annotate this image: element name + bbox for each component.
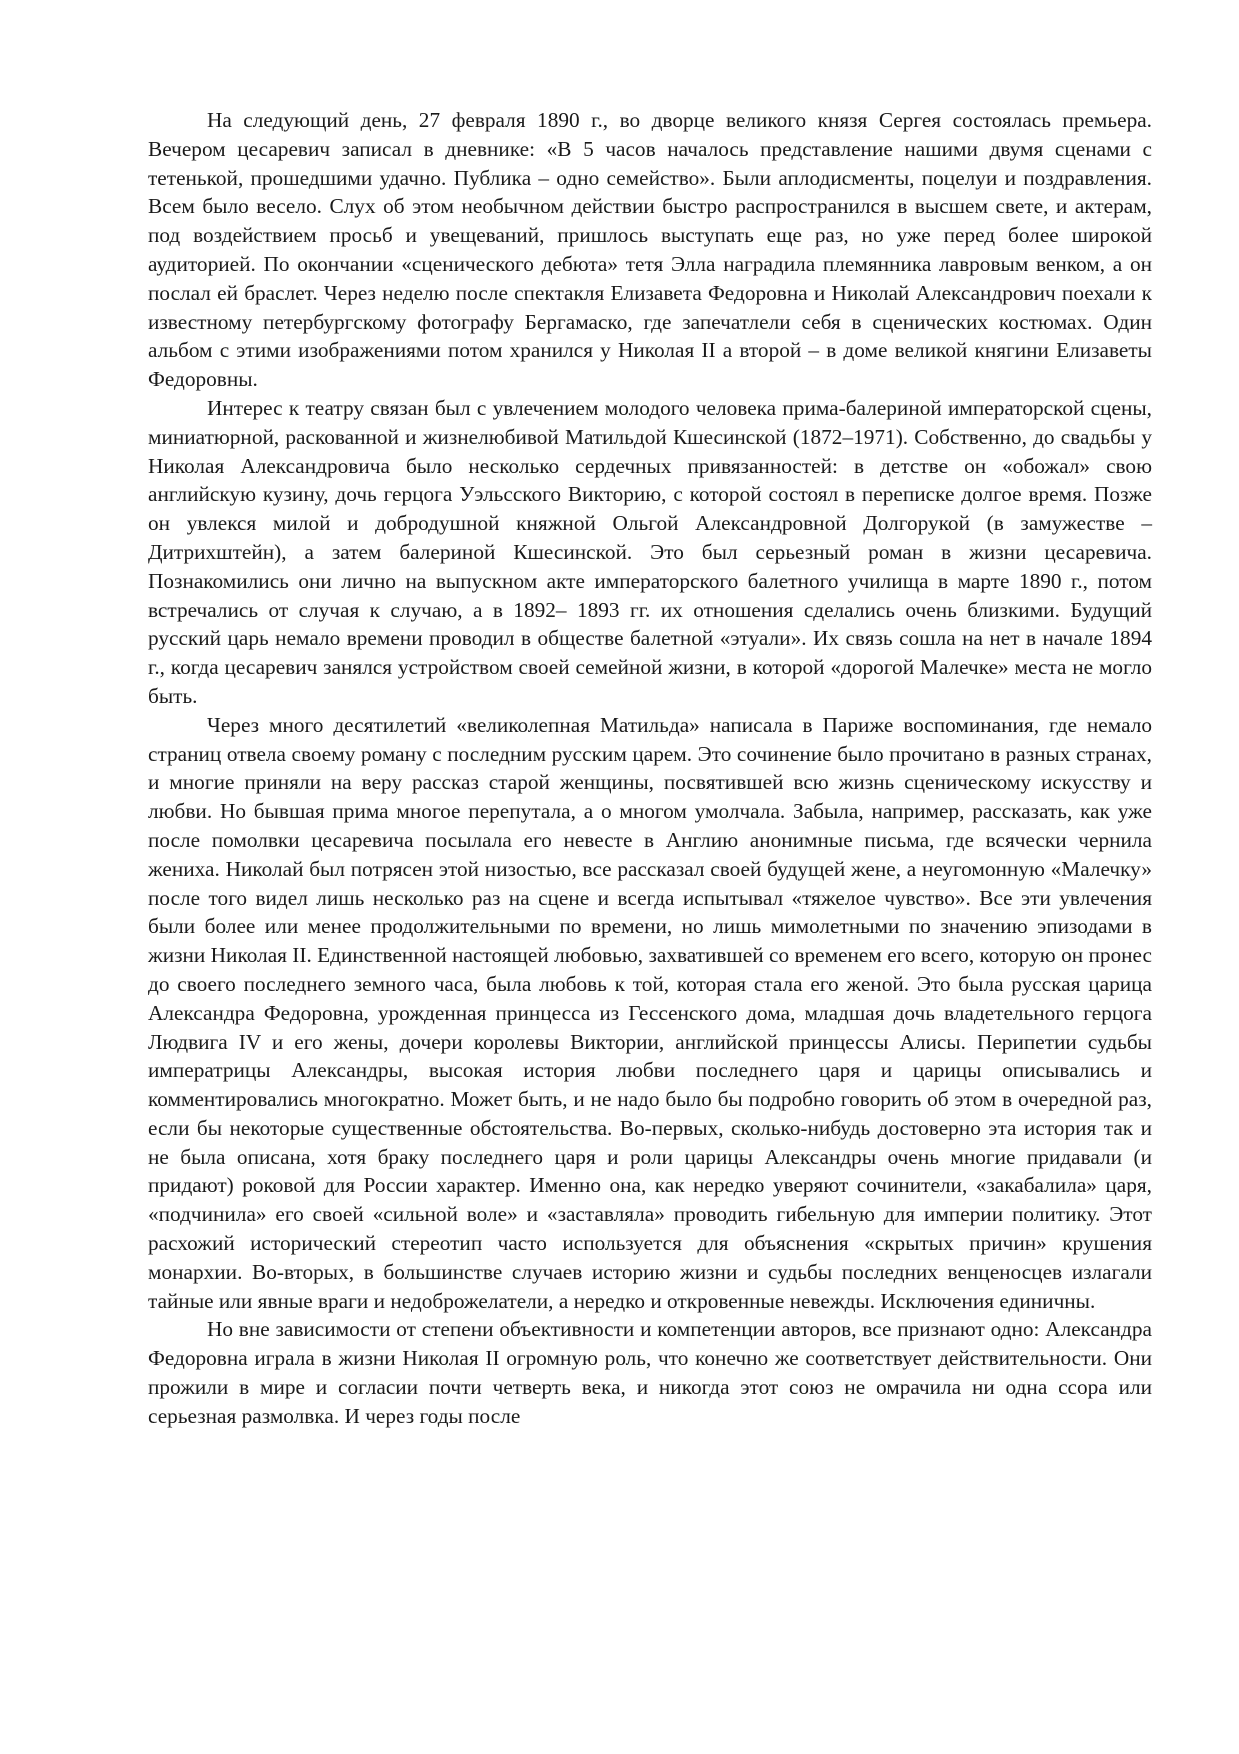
paragraph-2: Интерес к театру связан был с увлечением молодого человека прима-балериной императорской сцены, миниатюрной, раскованной и жизнелюбивой Матильдой Кшесинской (1872–1971). Собственно, до свадьбы у Николая Александровича было несколько сердечных привязанностей: в детстве он «обожал» свою английскую кузину, дочь герцога Уэльсского Викторию, с которой состоял в переписке долгое время. Позже он увлекся милой и добродушной княжной Ольгой Александровной Долгорукой (в замужестве – Дитрихштейн), а затем балериной Кшесинской. Это был серьезный роман в жизни цесаревича. Познакомились они лично на выпускном акте императорского балетного училища в марте 1890 г., потом встречались от случая к случаю, а в 1892– 1893 гг. их отношения сделались очень близкими. Будущий русский царь немало времени проводил в обществе балетной «этуали». Их связь сошла на нет в начале 1894 г., когда цесаревич занялся устройством своей семейной жизни, в которой «дорогой Малечке» места не могло быть. xyxy=(148,395,1152,708)
document-page xyxy=(148,106,1152,1431)
paragraph-4: Но вне зависимости от степени объективности и компетенции авторов, все признают одно: Александра Федоровна играла в жизни Николая II огромную роль, что конечно же соответствует действительности. Они прожили в мире и согласии почти четверть века, и никогда этот союз не омрачила ни одна ссора или серьезная размолвка. И через годы после xyxy=(148,1317,1152,1428)
paragraph-3: Через много десятилетий «великолепная Матильда» написала в Париже воспоминания, где немало страниц отвела своему роману с последним русским царем. Это сочинение было прочитано в разных странах, и многие приняли на веру рассказ старой женщины, посвятившей всю жизнь сценическому искусству и любви. Но бывшая прима многое перепутала, а о многом умолчала. Забыла, например, рассказать, как уже после помолвки цесаревича посылала его невесте в Англию анонимные письма, где всячески чернила жениха. Николай был потрясен этой низостью, все рассказал своей будущей жене, а неугомонную «Малечку» после того видел лишь несколько раз на сцене и всегда испытывал «тяжелое чувство». Все эти увлечения были более или менее продолжительными по времени, но лишь мимолетными по значению эпизодами в жизни Николая II. Единственной настоящей любовью, захватившей со временем его всего, которую он пронес до своего последнего земного часа, была любовь к той, которая стала его женой. Это была русская царица Александра Федоровна, урожденная принцесса из Гессенского дома, младшая дочь владетельного герцога Людвига IV и его жены, дочери королевы Виктории, английской принцессы Алисы. Перипетии судьбы императрицы Александры, высокая история любви последнего царя и царицы описывались и комментировались многократно. Может быть, и не надо было бы подробно говорить об этом в очередной раз, если бы некоторые существенные обстоятельства. Во-первых, сколько-нибудь достоверно эта история так и не была описана, хотя браку последнего царя и роли царицы Александры очень многие придавали (и придают) роковой для России характер. Именно она, как нередко уверяют сочинители, «закабалила» царя, «подчинила» его своей «сильной воле» и «заставляла» проводить гибельную для империи политику. Этот расхожий исторический стереотип часто используется для объяснения «скрытых причин» крушения монархии. Во-вторых, в большинстве случаев историю жизни и судьбы последних венценосцев излагали тайные или явные враги и недоброжелатели, а нередко и откровенные невежды. Исключения единичны. xyxy=(148,712,1152,1313)
paragraph-1: На следующий день, 27 февраля 1890 г., во дворце великого князя Сергея состоялась премьера. Вечером цесаревич записал в дневнике: «В 5 часов началось представление нашими двумя сценами с тетенькой, прошедшими удачно. Публика – одно семейство». Были аплодисменты, поцелуи и поздравления. Всем было весело. Слух об этом необычном действии быстро распространился в высшем свете, и актерам, под воздействием просьб и увещеваний, пришлось выступать еще раз, но уже перед более широкой аудиторией. По окончании «сценического дебюта» тетя Элла наградила племянника лавровым венком, а он послал ей браслет. Через неделю после спектакля Елизавета Федоровна и Николай Александрович поехали к известному петербургскому фотографу Бергамаско, где запечатлели себя в сценических костюмах. Один альбом с этими изображениями потом хранился у Николая II а второй – в доме великой княгини Елизаветы Федоровны. xyxy=(148,108,1152,392)
